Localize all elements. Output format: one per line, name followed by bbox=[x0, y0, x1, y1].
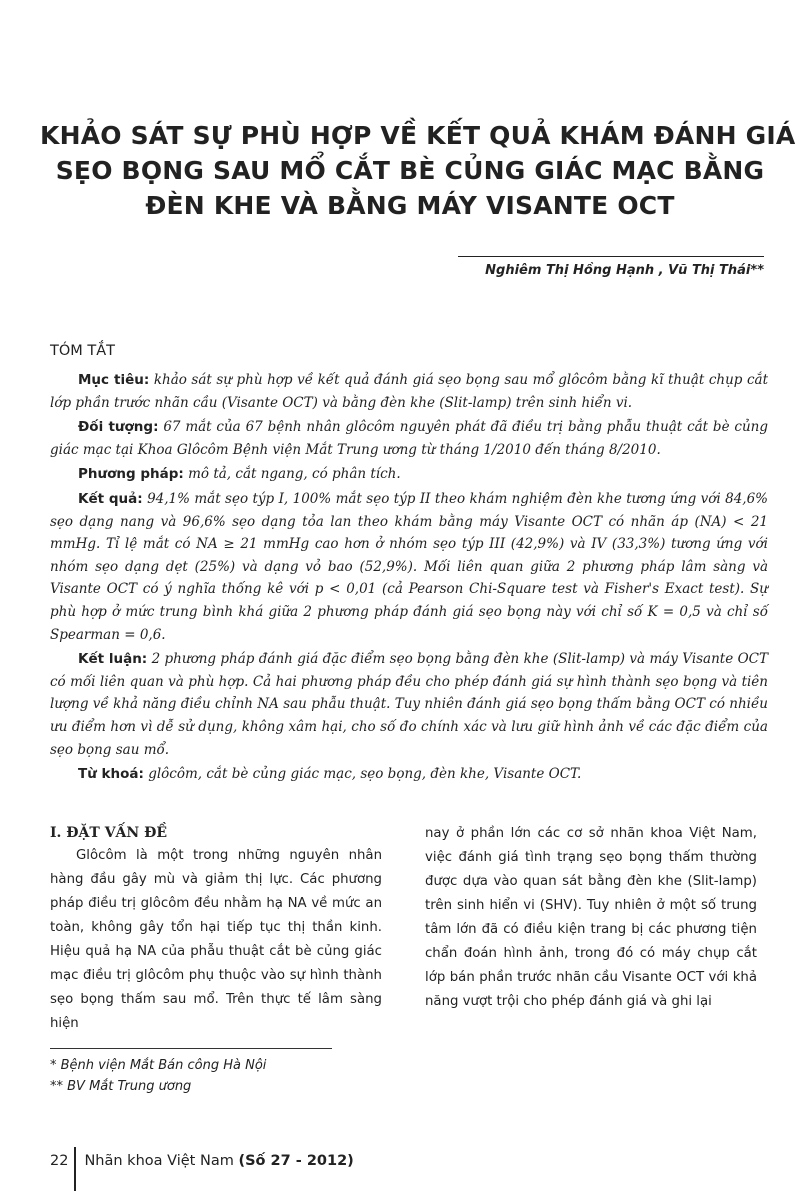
results-text: 94,1% mắt sẹo týp I, 100% mắt sẹo týp II theo khám nghiệm đèn khe tương ứng với 84,6% sẹo dạng nang và 96,6% sẹo dạng tỏa lan theo khám bằng máy Visante OCT có nhãn áp (NA) < 21 mmHg. Tỉ lệ mắt có NA ≥ 21 mmHg cao hơn ở nhóm sẹo týp III (42,9%) và IV (33,3%) tương ứng với nhóm sẹo dạng dẹt (25%) và dạng vỏ bao (52,9%). Mối liên quan giữa 2 phương pháp lâm sàng và Visante OCT có ý nghĩa thống kê với p < 0,01 (cả Pearson Chi-Square test và Fisher's Exact test). Sự phù hợp ở mức trung bình khá giữa 2 phương pháp đánh giá sẹo bọng này với chỉ số K = 0,5 và chỉ số Spearman = 0,6. bbox=[50, 490, 768, 643]
body-paragraph-right: nay ở phần lớn các cơ sở nhãn khoa Việt Nam, việc đánh giá tình trạng sẹo bọng thấm thường được dựa vào quan sát bằng đèn khe (Slit-lamp) trên sinh hiển vi (SHV). Tuy nhiên ở một số trung tâm lớn đã có điều kiện trang bị các phương tiện chẩn đoán hình ảnh, trong đó có máy chụp cắt lớp bán phần trước nhãn cầu Visante OCT với khả năng vượt trội cho phép đánh giá và ghi lại bbox=[425, 826, 757, 1009]
subjects-label: Đối tượng: bbox=[78, 419, 159, 436]
footnote-2: ** BV Mắt Trung ương bbox=[50, 1079, 192, 1094]
objective-label: Mục tiêu: bbox=[78, 372, 150, 388]
objective-text: khảo sát sự phù hợp về kết quả đánh giá sẹo bọng sau mổ glôcôm bằng kĩ thuật chụp cắt lớp phần trước nhãn cầu (Visante OCT) và bằng đèn khe (Slit-lamp) trên sinh hiển vi. bbox=[50, 372, 768, 411]
keywords-label: Từ khoá: bbox=[78, 766, 144, 783]
abstract-subjects bbox=[50, 416, 768, 461]
method-text: mô tả, cắt ngang, có phân tích. bbox=[188, 466, 401, 483]
abstract bbox=[50, 369, 768, 788]
conclusion-text: 2 phương pháp đánh giá đặc điểm sẹo bọng bằng đèn khe (Slit-lamp) và máy Visante OCT có mối liên quan và phù hợp. Cả hai phương pháp đều cho phép đánh giá sự hình thành sẹo bọng và tiên lượng về khả năng điều chỉnh NA sau phẫu thuật. Tuy nhiên đánh giá sẹo bọng thấm bằng OCT có nhiều ưu điểm hơn vì dễ sử dụng, không xâm hại, cho số đo chính xác và lưu giữ hình ảnh về các đặc điểm của sẹo bọng sau mổ. bbox=[50, 651, 768, 758]
section-heading: I. ĐẶT VẤN ĐỀ bbox=[50, 825, 167, 841]
page-number: 22 bbox=[50, 1153, 69, 1169]
body-column-right bbox=[425, 822, 757, 1014]
method-label: Phương pháp: bbox=[78, 466, 184, 483]
abstract-keywords bbox=[50, 763, 768, 786]
footnotes bbox=[50, 1055, 266, 1097]
authors: Nghiêm Thị Hồng Hạnh , Vũ Thị Thái** bbox=[485, 263, 764, 278]
footnote-divider bbox=[50, 1048, 332, 1049]
title-line-3: ĐÈN KHE VÀ BẰNG MÁY VISANTE OCT bbox=[145, 191, 675, 220]
footer-bar bbox=[74, 1147, 76, 1191]
title-line-2: SẸO BỌNG SAU MỔ CẮT BÈ CỦNG GIÁC MẠC BẰNG bbox=[55, 156, 765, 185]
footnote-1: * Bệnh viện Mắt Bán công Hà Nội bbox=[50, 1058, 267, 1073]
results-label: Kết quả: bbox=[78, 490, 143, 507]
abstract-results bbox=[50, 488, 768, 646]
journal-issue: (Số 27 - 2012) bbox=[238, 1153, 354, 1169]
abstract-method bbox=[50, 463, 768, 486]
abstract-heading: TÓM TẮT bbox=[50, 343, 116, 359]
subjects-text: 67 mắt của 67 bệnh nhân glôcôm nguyên phát đã điều trị bằng phẫu thuật cắt bè củng giác mạc tại Khoa Glôcôm Bệnh viện Mắt Trung ương từ tháng 1/2010 đến tháng 8/2010. bbox=[50, 419, 768, 458]
journal-name: Nhãn khoa Việt Nam bbox=[84, 1153, 234, 1169]
keywords-text: glôcôm, cắt bè củng giác mạc, sẹo bọng, đèn khe, Visante OCT. bbox=[148, 766, 582, 783]
body-column-left bbox=[50, 822, 382, 1036]
abstract-conclusion bbox=[50, 648, 768, 761]
page-footer bbox=[50, 1153, 354, 1191]
conclusion-label: Kết luận: bbox=[78, 651, 148, 668]
body-paragraph-left: Glôcôm là một trong những nguyên nhân hàng đầu gây mù và giảm thị lực. Các phương pháp điều trị glôcôm đều nhằm hạ NA về mức an toàn, không gây tổn hại tiếp tục thị thần kinh. Hiệu quả hạ NA của phẫu thuật cắt bè củng giác mạc điều trị glôcôm phụ thuộc vào sự hình thành sẹo bọng thấm sau mổ. Trên thực tế lâm sàng hiện bbox=[50, 848, 382, 1031]
title-line-1: KHẢO SÁT SỰ PHÙ HỢP VỀ KẾT QUẢ KHÁM ĐÁNH GIÁ bbox=[40, 121, 796, 150]
abstract-objective bbox=[50, 369, 768, 414]
article-title bbox=[40, 118, 796, 223]
author-divider bbox=[458, 256, 764, 257]
